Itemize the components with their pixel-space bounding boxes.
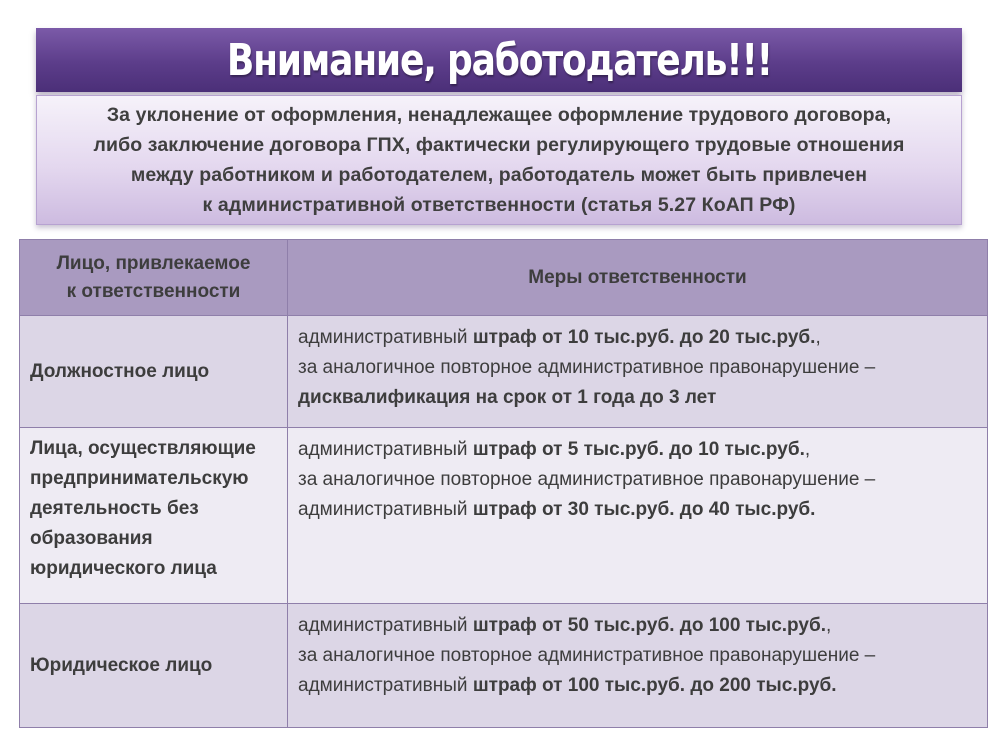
measure-text: административный xyxy=(298,499,473,520)
notice-line: между работником и работодателем, работодатель может быть привлечен xyxy=(130,164,868,186)
measure-line: за аналогичное повторное административное правонарушение – xyxy=(298,469,876,490)
notice-line: За уклонение от оформления, ненадлежащее оформление трудового договора, xyxy=(106,104,892,126)
measure-line xyxy=(298,611,979,641)
table-row-official xyxy=(20,316,988,428)
notice-box xyxy=(36,95,962,225)
person-cell xyxy=(20,428,288,604)
table-header-row xyxy=(20,240,988,316)
measure-line xyxy=(298,495,979,525)
measure-text: , xyxy=(804,439,811,460)
measure-line: за аналогичное повторное административное правонарушение – xyxy=(298,357,876,378)
header-person xyxy=(20,240,288,316)
header-person-line: Лицо, привлекаемое xyxy=(56,252,251,274)
title-banner xyxy=(36,28,962,92)
notice-line: к административной ответственности (статья 5.27 КоАП РФ) xyxy=(202,194,796,216)
person-label: Юридическое лицо xyxy=(30,654,213,676)
measure-fine: штраф от 100 тыс.руб. до 200 тыс.руб. xyxy=(472,675,837,696)
measure-text: административный xyxy=(298,615,473,636)
measure-line xyxy=(298,671,979,701)
measure-text: административный xyxy=(298,327,473,348)
person-label: предпринимательскую xyxy=(30,468,249,489)
measure-text: административный xyxy=(298,439,473,460)
page-title: Внимание, работодатель!!! xyxy=(226,34,772,86)
table-row-legal-entity xyxy=(20,604,988,728)
measure-fine: штраф от 10 тыс.руб. до 20 тыс.руб. xyxy=(472,327,816,348)
header-person-line: к ответственности xyxy=(66,280,241,302)
measure-fine: штраф от 50 тыс.руб. до 100 тыс.руб. xyxy=(472,615,826,636)
notice-line: либо заключение договора ГПХ, фактически регулирующего трудовые отношения xyxy=(93,134,905,156)
measure-cell xyxy=(288,316,988,428)
measure-text: , xyxy=(826,615,832,636)
table-row-entrepreneur xyxy=(20,428,988,604)
measure-text: , xyxy=(815,327,821,348)
measure-fine: дисквалификация на срок от 1 года до 3 лет xyxy=(298,387,717,408)
measure-fine: штраф от 30 тыс.руб. до 40 тыс.руб. xyxy=(472,499,816,520)
notice-text xyxy=(94,100,905,220)
measure-cell xyxy=(288,428,988,604)
measure-cell xyxy=(288,604,988,728)
measure-line xyxy=(298,435,979,465)
person-label: юридического лица xyxy=(30,558,217,579)
person-label: Должностное лицо xyxy=(30,360,210,382)
measure-line xyxy=(298,323,979,353)
person-cell xyxy=(20,316,288,428)
measure-fine: штраф от 5 тыс.руб. до 10 тыс.руб. xyxy=(472,439,805,460)
responsibility-table xyxy=(19,239,988,728)
person-label: деятельность без xyxy=(30,498,199,519)
measure-line xyxy=(298,383,979,413)
header-measures: Меры ответственности xyxy=(288,240,988,316)
measure-line: за аналогичное повторное административное правонарушение – xyxy=(298,645,876,666)
person-label: образования xyxy=(30,528,153,549)
measure-text: административный xyxy=(298,675,473,696)
person-cell xyxy=(20,604,288,728)
person-label: Лица, осуществляющие xyxy=(30,438,256,459)
